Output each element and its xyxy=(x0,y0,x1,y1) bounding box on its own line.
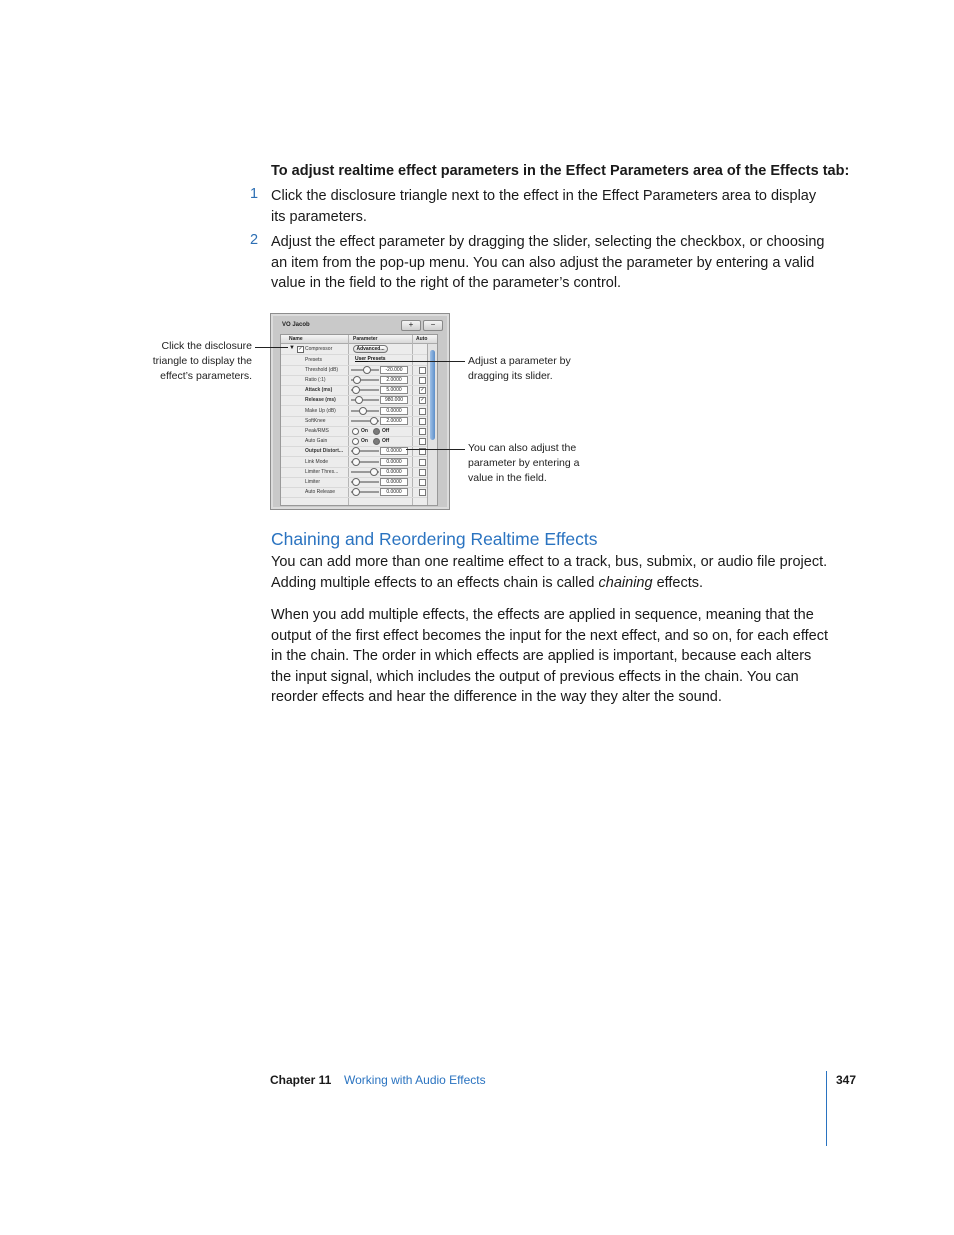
parameter-slider[interactable] xyxy=(351,420,379,422)
parameter-name: Attack (ms) xyxy=(305,387,333,394)
parameter-value-field[interactable]: 980.000 xyxy=(380,396,408,404)
effect-parameters-screenshot xyxy=(270,313,450,510)
slider-knob[interactable] xyxy=(352,447,360,455)
parameter-slider[interactable] xyxy=(351,461,379,463)
leader-line xyxy=(255,347,288,348)
radio-on-label: On xyxy=(361,438,368,445)
parameter-name: Ratio (:1) xyxy=(305,376,326,383)
parameter-slider[interactable] xyxy=(351,410,379,412)
parameter-value-field[interactable]: 0.0000 xyxy=(380,488,408,496)
parameter-slider[interactable] xyxy=(351,491,379,493)
automation-checkbox[interactable] xyxy=(419,367,426,374)
parameter-name: SoftKnee xyxy=(305,417,326,424)
parameter-slider[interactable] xyxy=(351,399,379,401)
slider-knob[interactable] xyxy=(353,376,361,384)
automation-checkbox[interactable]: ✓ xyxy=(420,397,425,404)
slider-knob[interactable] xyxy=(352,488,360,496)
scrollbar[interactable] xyxy=(427,344,437,505)
advanced-button[interactable]: Advanced... xyxy=(353,345,388,353)
parameter-value-field[interactable]: 0.0000 xyxy=(380,458,408,466)
effect-row-compressor xyxy=(281,344,427,355)
parameter-value-field[interactable]: 0.0000 xyxy=(380,407,408,415)
footer-divider xyxy=(826,1071,827,1146)
callout-value-field: You can also adjust the parameter by entering a value in the field. xyxy=(468,442,580,484)
radio-off[interactable] xyxy=(373,438,380,445)
callout-slider: Adjust a parameter by dragging its slider. xyxy=(468,355,571,382)
footer-chapter-title[interactable]: Working with Audio Effects xyxy=(344,1073,486,1087)
effect-name: Compressor xyxy=(305,346,333,352)
automation-checkbox[interactable]: ✓ xyxy=(420,387,425,394)
parameter-name: Limiter Thres... xyxy=(305,468,339,475)
slider-knob[interactable] xyxy=(352,458,360,466)
parameter-value-field[interactable]: 2.0000 xyxy=(380,376,408,384)
radio-on[interactable] xyxy=(352,428,359,435)
parameter-slider[interactable] xyxy=(351,481,379,483)
procedure-heading: To adjust realtime effect parameters in the Effect Parameters area of the Effects tab: xyxy=(271,163,850,179)
parameter-value-field[interactable]: -20.000 xyxy=(380,366,408,374)
slider-knob[interactable] xyxy=(355,396,363,404)
column-name: Name xyxy=(289,336,303,342)
parameter-name: Limiter xyxy=(305,478,321,485)
leader-line xyxy=(406,449,465,450)
parameter-grid xyxy=(280,334,438,506)
parameter-slider[interactable] xyxy=(351,471,379,473)
automation-checkbox[interactable] xyxy=(419,459,426,466)
slider-knob[interactable] xyxy=(370,468,378,476)
radio-off-label: Off xyxy=(382,427,390,434)
parameter-slider[interactable] xyxy=(351,379,379,381)
parameter-name: Link Mode xyxy=(305,458,329,465)
parameter-name: Auto Release xyxy=(305,489,336,496)
slider-knob[interactable] xyxy=(352,386,360,394)
automation-checkbox[interactable] xyxy=(419,428,426,435)
automation-checkbox[interactable] xyxy=(419,479,426,486)
radio-on[interactable] xyxy=(352,438,359,445)
parameter-name: Threshold (dB) xyxy=(305,366,339,373)
parameter-name: Release (ms) xyxy=(305,397,336,404)
step-2 xyxy=(250,232,830,294)
leader-line xyxy=(368,361,465,362)
parameter-slider[interactable] xyxy=(351,389,379,391)
scroll-thumb[interactable] xyxy=(430,350,435,440)
paragraph-text: effects. xyxy=(652,574,704,591)
parameter-value-field[interactable]: 0.0000 xyxy=(380,447,408,455)
radio-off-label: Off xyxy=(382,438,390,445)
parameter-value-field[interactable]: 2.0000 xyxy=(380,417,408,425)
paragraph-order: When you add multiple effects, the effects are applied in sequence, meaning that the output of the first effect becomes the input for the next effect, and so on, for each effect in the chain. The order in which effects are applied is important, because each alters the input signal, which includes the output of previous effects in the chain. You can reorder effects and hear the difference in the way they alter the sound. xyxy=(271,607,828,705)
step-text: Adjust the effect parameter by dragging the slider, selecting the checkbox, or choosing an item from the pop-up menu. You can also adjust the parameter by entering a valid value in the field to the right of the parameter’s control. xyxy=(271,234,825,291)
column-auto: Auto xyxy=(416,336,428,342)
emphasis-term: chaining xyxy=(598,574,653,591)
column-parameter: Parameter xyxy=(353,336,378,342)
effect-enable-checkbox[interactable]: ✓ xyxy=(298,346,303,352)
slider-knob[interactable] xyxy=(352,478,360,486)
radio-on-label: On xyxy=(361,427,368,434)
footer-chapter: Chapter 11 xyxy=(270,1073,332,1087)
panel-title: VO Jacob xyxy=(282,322,310,328)
step-number: 1 xyxy=(250,186,259,202)
slider-knob[interactable] xyxy=(363,366,371,374)
slider-knob[interactable] xyxy=(370,417,378,425)
step-1 xyxy=(250,186,830,228)
parameter-value-field[interactable]: 0.0000 xyxy=(380,468,408,476)
parameter-value-field[interactable]: 0.0000 xyxy=(380,478,408,486)
parameter-name: Output Distort... xyxy=(305,448,344,455)
grid-header xyxy=(281,335,437,344)
parameter-name: Peak/RMS xyxy=(305,427,329,434)
parameter-value-field[interactable]: 5.0000 xyxy=(380,386,408,394)
callout-disclosure: Click the disclosure triangle to display the effect’s parameters. xyxy=(152,340,252,382)
paragraph-text: You can add more than one realtime effect to a track, bus, submix, or audio file project. Adding multiple effects to an effects chain is called xyxy=(271,554,828,591)
step-number: 2 xyxy=(250,232,259,248)
paragraph-chaining xyxy=(271,552,831,593)
automation-checkbox[interactable] xyxy=(419,438,426,445)
parameter-slider[interactable] xyxy=(351,450,379,452)
automation-checkbox[interactable] xyxy=(419,377,426,384)
parameter-row xyxy=(281,487,427,498)
page-number: 347 xyxy=(836,1073,857,1087)
automation-checkbox[interactable] xyxy=(419,489,426,496)
parameter-slider[interactable] xyxy=(351,369,379,371)
parameter-name: Auto Gain xyxy=(305,438,328,445)
slider-knob[interactable] xyxy=(359,407,367,415)
step-text: Click the disclosure triangle next to the effect in the Effect Parameters area to display its parameters. xyxy=(271,188,817,225)
parameter-name: Make Up (dB) xyxy=(305,407,336,414)
presets-popup[interactable]: User Presets xyxy=(355,355,386,362)
remove-effect-button[interactable]: − xyxy=(423,320,443,331)
add-effect-button[interactable]: + xyxy=(401,320,421,331)
automation-checkbox[interactable] xyxy=(419,408,426,415)
automation-checkbox[interactable] xyxy=(419,469,426,476)
section-heading: Chaining and Reordering Realtime Effects xyxy=(271,529,598,549)
disclosure-triangle-icon[interactable]: ▼ xyxy=(289,345,295,351)
parameter-name: Presets xyxy=(305,356,322,363)
automation-checkbox[interactable] xyxy=(419,418,426,425)
radio-off[interactable] xyxy=(373,428,380,435)
